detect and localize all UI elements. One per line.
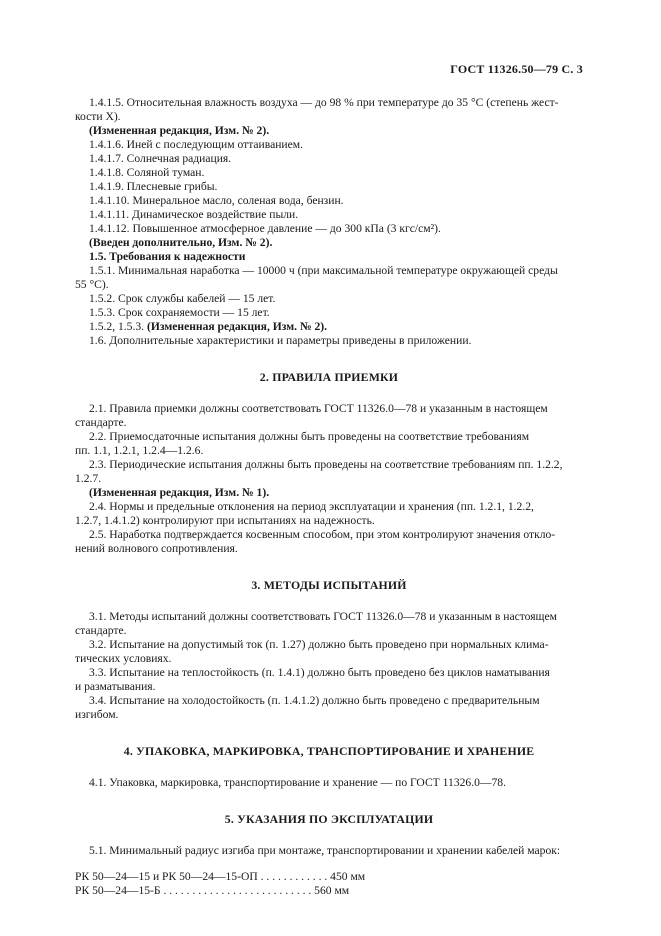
paragraph-text: 1.5.3. Срок сохраняемости — 15 лет.	[89, 306, 270, 319]
paragraph-line	[75, 500, 583, 514]
paragraph-text: 1.4.1.12. Повышенное атмосферное давление — до 300 кПа (3 кгс/см²).	[89, 222, 441, 235]
section-2-heading: 2. ПРАВИЛА ПРИЕМКИ	[259, 370, 399, 384]
paragraph-text: 2.3. Периодические испытания должны быть проведены на соответствие требованиям пп. 1.2.2,	[89, 458, 563, 471]
paragraph-text: 1.4.1.8. Соляной туман.	[89, 166, 205, 179]
section-4-heading: 4. УПАКОВКА, МАРКИРОВКА, ТРАНСПОРТИРОВАНИЕ И ХРАНЕНИЕ	[123, 744, 535, 758]
paragraph-line	[75, 652, 583, 666]
paragraph-text: 3.2. Испытание на допустимый ток (п. 1.27) должно быть проведено при нормальных клима-	[89, 638, 549, 651]
paragraph-text: 4.1. Упаковка, маркировка, транспортирование и хранение — по ГОСТ 11326.0—78.	[89, 776, 506, 789]
paragraph-line	[75, 194, 583, 208]
paragraph-line	[75, 542, 583, 556]
paragraph-text: изгибом.	[75, 708, 119, 721]
paragraph-line	[75, 292, 583, 306]
section-5-body	[75, 844, 583, 858]
paragraph-text: 1.4.1.5. Относительная влажность воздуха — до 98 % при температуре до 35 °С (степень жест-	[89, 96, 559, 109]
list-item: РК 50—24—15-Б . . . . . . . . . . . . . . . . . . . . . . . . . . 560 мм	[75, 884, 350, 897]
paragraph-text: 1.5.1. Минимальная наработка — 10000 ч (при максимальной температуре окружающей среды	[89, 264, 558, 277]
paragraph-line	[75, 166, 583, 180]
paragraph-text: 55 °С).	[75, 278, 109, 291]
paragraph-line	[75, 152, 583, 166]
paragraph-text: 1.5.2, 1.5.3.	[89, 320, 147, 333]
paragraph-text: 3.3. Испытание на теплостойкость (п. 1.4.1) должно быть проведено без циклов наматывания	[89, 666, 550, 679]
paragraph-text: кости X).	[75, 110, 121, 123]
paragraph-line	[75, 486, 583, 500]
paragraph-text: (Введен дополнительно, Изм. № 2).	[89, 236, 273, 249]
paragraph-line	[75, 430, 583, 444]
paragraph-line	[75, 472, 583, 486]
paragraph-text: 1.4.1.9. Плесневые грибы.	[89, 180, 218, 193]
paragraph-text: пп. 1.1, 1.2.1, 1.2.4—1.2.6.	[75, 444, 204, 457]
page-header: ГОСТ 11326.50—79 С. 3	[450, 62, 583, 76]
paragraph-text: (Измененная редакция, Изм. № 1).	[89, 486, 270, 499]
paragraph-line	[75, 444, 583, 458]
paragraph-text: 2.4. Нормы и предельные отклонения на период эксплуатации и хранения (пп. 1.2.1, 1.2.2,	[89, 500, 534, 513]
paragraph-line	[75, 278, 583, 292]
paragraph-text: 1.2.7, 1.4.1.2) контролируют при испытаниях на надежность.	[75, 514, 375, 527]
paragraph-line	[75, 96, 583, 110]
paragraph-text: (Измененная редакция, Изм. № 2).	[89, 124, 270, 137]
paragraph-line	[75, 180, 583, 194]
paragraph-text: 1.4.1.7. Солнечная радиация.	[89, 152, 232, 165]
paragraph-line	[75, 416, 583, 430]
paragraph-line	[75, 666, 583, 680]
paragraph-text: 1.4.1.10. Минеральное масло, соленая вода, бензин.	[89, 194, 344, 207]
paragraph-line	[75, 514, 583, 528]
paragraph-text: стандарте.	[75, 624, 127, 637]
paragraph-text: 2.2. Приемосдаточные испытания должны быть проведены на соответствие требованиям	[89, 430, 530, 443]
paragraph-line	[75, 110, 583, 124]
paragraph-text: 1.2.7.	[75, 472, 102, 485]
paragraph-text: и разматывания.	[75, 680, 156, 693]
section-3-heading: 3. МЕТОДЫ ИСПЫТАНИЙ	[251, 578, 407, 592]
paragraph-line	[75, 528, 583, 542]
paragraph-line	[75, 458, 583, 472]
section-3-body	[75, 610, 583, 722]
paragraph-line	[75, 708, 583, 722]
paragraph-line	[75, 334, 583, 348]
paragraph-line	[75, 236, 583, 250]
amendment-note: (Измененная редакция, Изм. № 2).	[146, 320, 328, 333]
paragraph-line	[75, 624, 583, 638]
paragraph-line	[75, 776, 583, 790]
paragraph-text: 1.5. Требования к надежности	[89, 250, 246, 263]
bend-radius-list	[75, 870, 583, 898]
paragraph-text: 3.1. Методы испытаний должны соответствовать ГОСТ 11326.0—78 и указанным в настоящем	[89, 610, 557, 623]
paragraph-line	[75, 844, 583, 858]
document-body	[75, 96, 583, 898]
section-1-body	[75, 96, 583, 348]
section-4-body	[75, 776, 583, 790]
paragraph-text: 3.4. Испытание на холодостойкость (п. 1.4.1.2) должно быть проведено с предварительным	[89, 694, 540, 707]
paragraph-text: 2.5. Наработка подтверждается косвенным способом, при этом контролируют значения откло-	[89, 528, 556, 541]
paragraph-line	[75, 680, 583, 694]
paragraph-text: 1.6. Дополнительные характеристики и параметры приведены в приложении.	[89, 334, 472, 347]
paragraph-line	[75, 694, 583, 708]
list-item: РК 50—24—15 и РК 50—24—15-ОП . . . . . . . . . . . . 450 мм	[75, 870, 366, 883]
paragraph-text: стандарте.	[75, 416, 127, 429]
paragraph-text: тических условиях.	[75, 652, 172, 665]
paragraph-line	[75, 138, 583, 152]
paragraph-text: нений волнового сопротивления.	[75, 542, 238, 555]
paragraph-line	[75, 320, 583, 334]
paragraph-line	[75, 402, 583, 416]
paragraph-text: 1.4.1.6. Иней с последующим оттаиванием.	[89, 138, 304, 151]
section-2-body	[75, 402, 583, 556]
paragraph-line	[75, 264, 583, 278]
paragraph-line	[75, 222, 583, 236]
section-5-heading: 5. УКАЗАНИЯ ПО ЭКСПЛУАТАЦИИ	[224, 812, 434, 826]
paragraph-line	[75, 208, 583, 222]
paragraph-line	[75, 250, 583, 264]
paragraph-text: 2.1. Правила приемки должны соответствовать ГОСТ 11326.0—78 и указанным в настоящем	[89, 402, 548, 415]
paragraph-line	[75, 610, 583, 624]
paragraph-text: 1.4.1.11. Динамическое воздействие пыли.	[89, 208, 299, 221]
paragraph-line	[75, 638, 583, 652]
paragraph-line	[75, 124, 583, 138]
paragraph-line	[75, 306, 583, 320]
paragraph-text: 5.1. Минимальный радиус изгиба при монтаже, транспортировании и хранении кабелей марок:	[89, 844, 561, 857]
paragraph-text: 1.5.2. Срок службы кабелей — 15 лет.	[89, 292, 276, 305]
